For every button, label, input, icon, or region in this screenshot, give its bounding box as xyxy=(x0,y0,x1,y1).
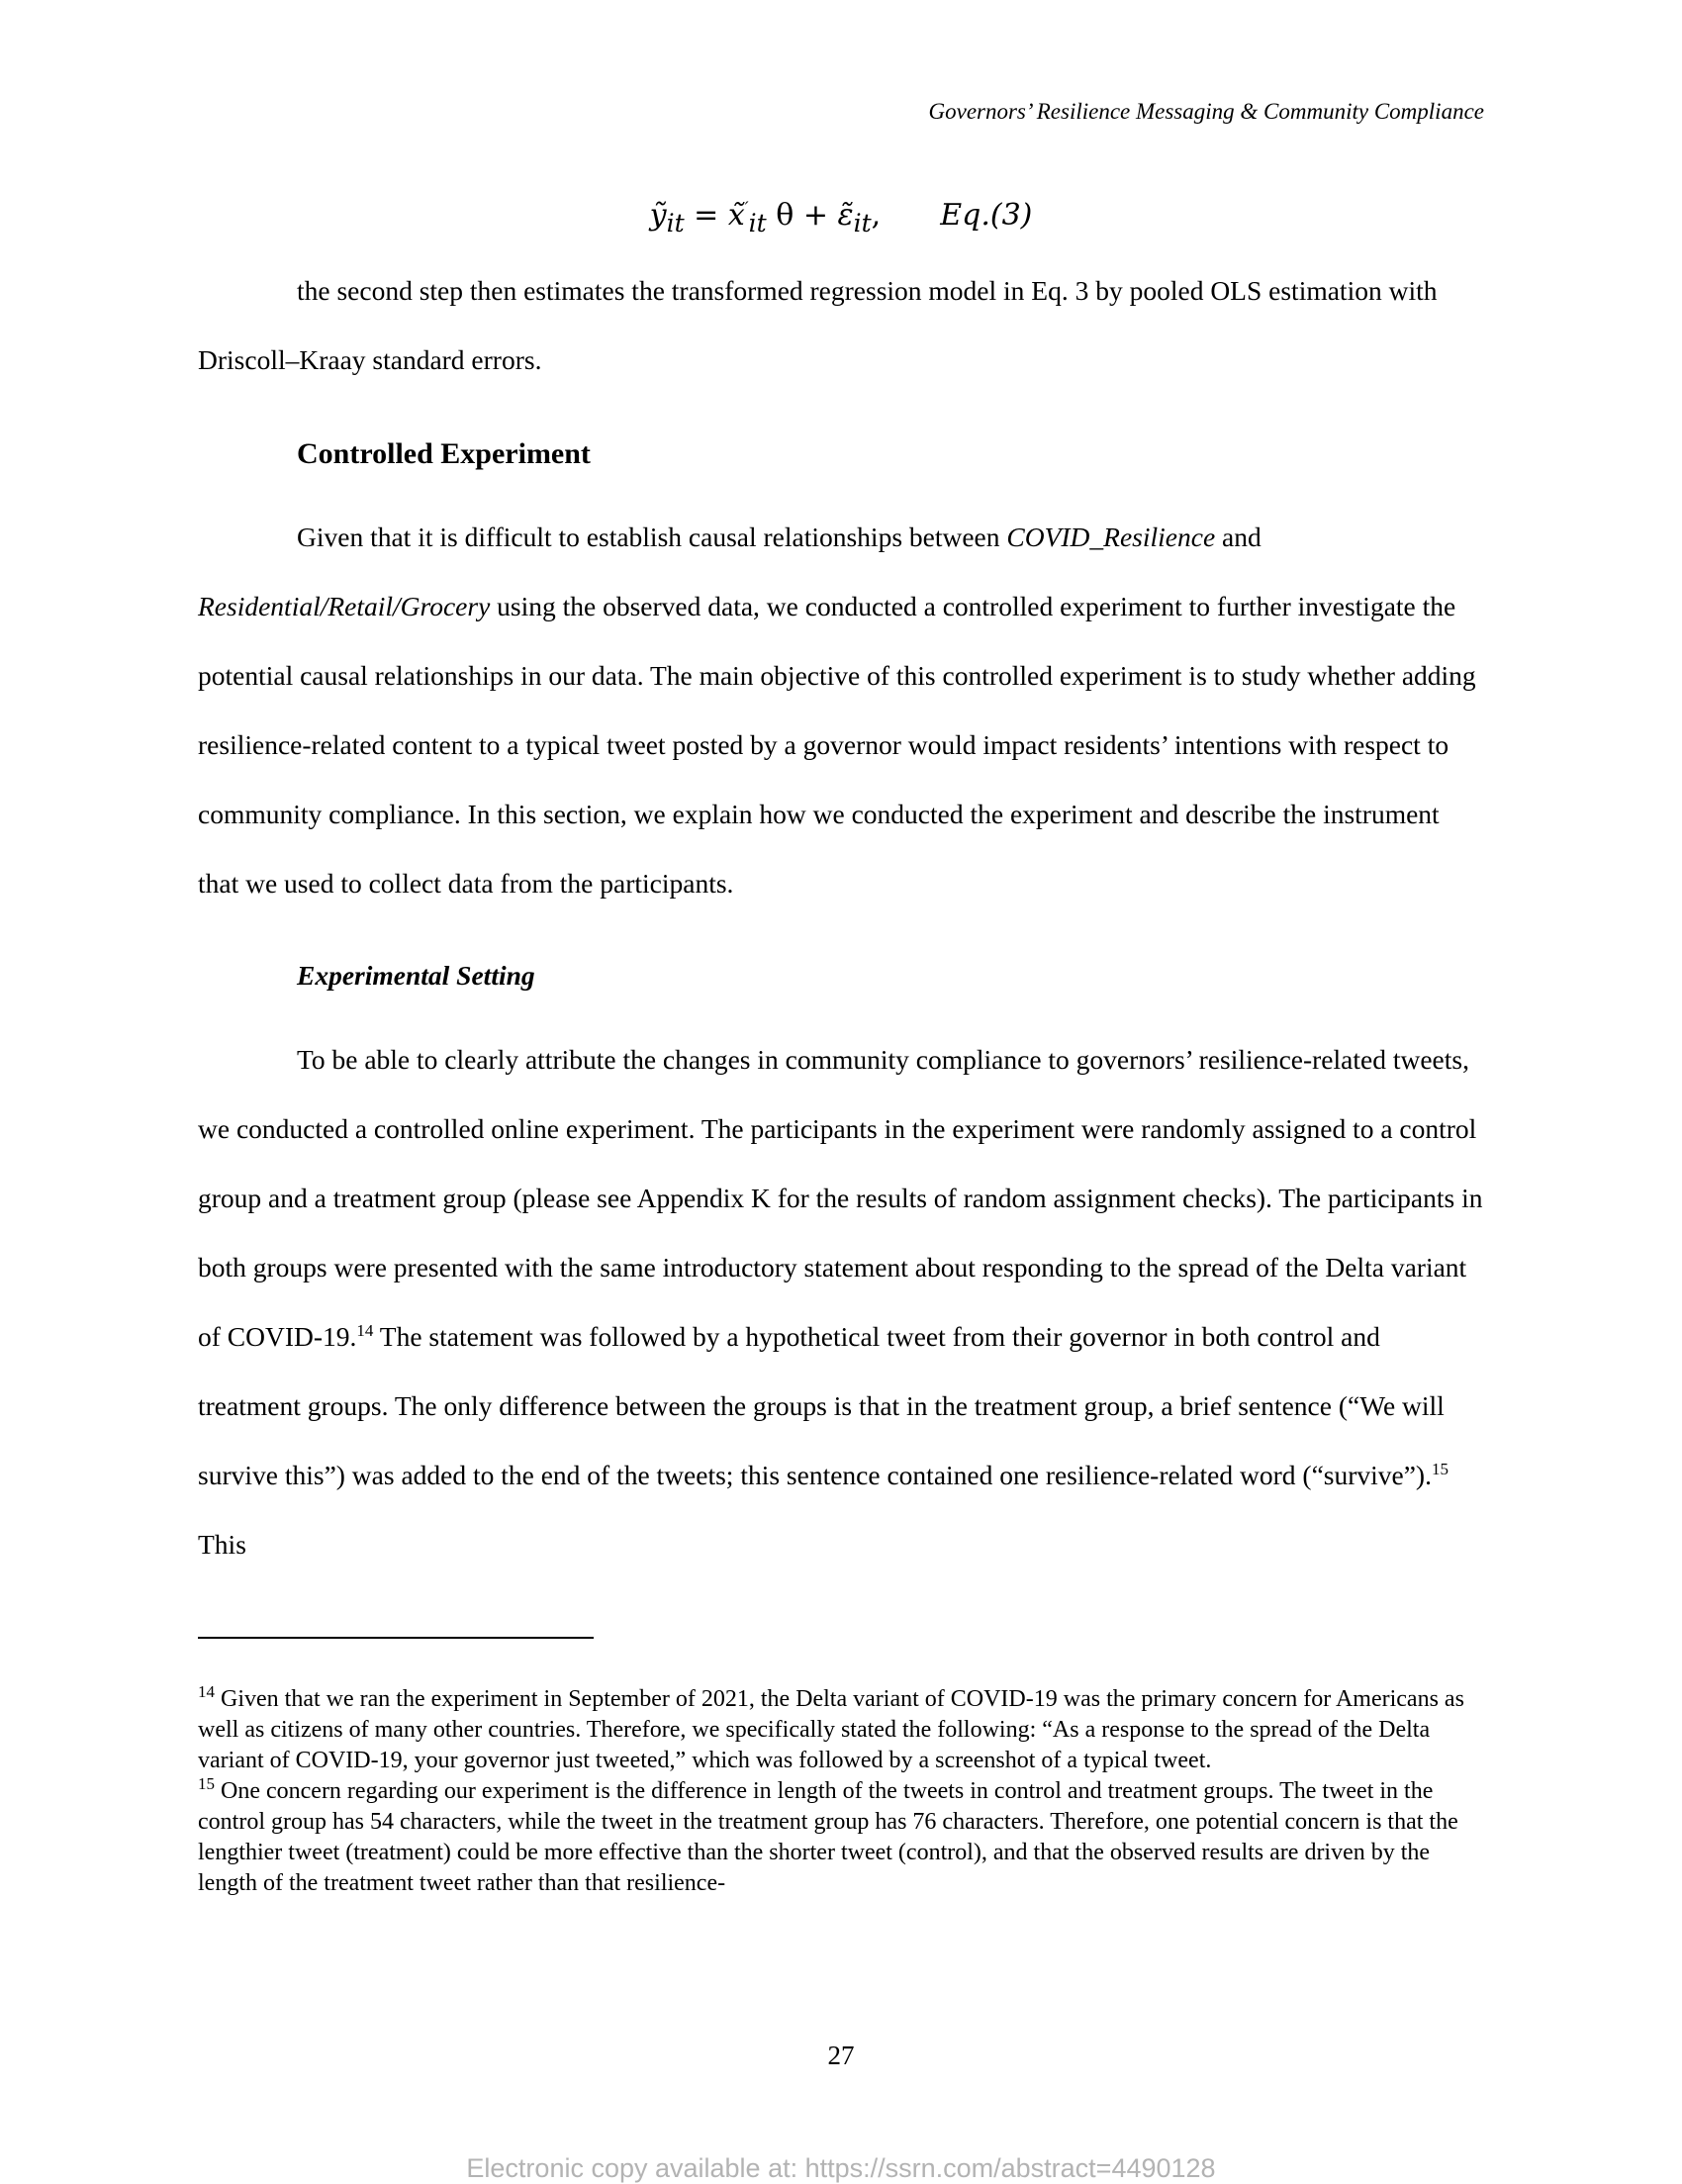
variable-residential: Residential/Retail/Grocery xyxy=(198,591,491,621)
equation-3: ỹ$_{it}$ = $x̃'_{it}$ $\theta + \varepsiloñ_{it}$, Eq.(3) xyxy=(649,198,1033,237)
electronic-copy-link[interactable]: Electronic copy available at: https://ssrn.com/abstract=4490128 xyxy=(466,2153,1216,2183)
footnotes xyxy=(198,1684,1484,1899)
section-heading: Controlled Experiment xyxy=(297,437,591,470)
intro-paragraph: the second step then estimates the transformed regression model in Eq. 3 by pooled OLS estimation with Driscoll–Kraay standard errors. xyxy=(198,275,1438,375)
variable-covid-resilience: COVID_Resilience xyxy=(1006,522,1216,552)
running-head: Governors’ Resilience Messaging & Community Compliance xyxy=(928,99,1484,124)
footnote-ref-14[interactable]: 14 xyxy=(356,1320,374,1340)
equation-label: Eq.(3) xyxy=(940,198,1033,233)
footnote-ref-15[interactable]: 15 xyxy=(1431,1459,1448,1478)
footnote-14: $^{14}$ Given that we ran the experiment in September of 2021, the Delta variant of COVID-19 was the primary concern for Americans as well as citizens of many other countries. Therefore, we specifically stated the following: “As a response to the spread of the Delta variant of COVID-19, your governor just tweeted,” which was followed by a screenshot of a typical tweet. xyxy=(198,1682,1464,1773)
page-number: 27 xyxy=(827,2041,855,2070)
equation-lhs: ỹ xyxy=(649,198,667,233)
footnote-15: $^{15}$ One concern regarding our experiment is the difference in length of the tweets in control and treatment groups. The tweet in the control group has 54 characters, while the tweet in the treatment group has 76 characters. Therefore, one potential concern is that the lengthier tweet (treatment) could be more effective than the shorter tweet (control), and that the observed results are driven by the length of the treatment tweet rather than that resilience- xyxy=(198,1774,1458,1896)
footnote-separator xyxy=(198,1637,594,1639)
section-paragraph: Given that it is difficult to establish causal relationships between COVID_Resilience and Residential/Retail/Grocery using the observed data, we conducted a controlled experiment to further investigate the potential causal relationships in our data. The main objective of this controlled experiment is to study whether adding resilience-related content to a typical tweet posted by a governor would impact residents’ intentions with respect to community compliance. In this section, we explain how we conducted the experiment and describe the instrument that we used to collect data from the participants. xyxy=(198,522,1476,899)
subsection-paragraph: To be able to clearly attribute the changes in community compliance to governors’ resilience-related tweets, we conducted a controlled online experiment. The participants in the experiment were randomly assigned to a control group and a treatment group (please see Appendix K for the results of random assignment checks). The participants in both groups were presented with the same introductory statement about responding to the spread of the Delta variant of COVID-19.14 The statement was followed by a hypothetical tweet from their governor in both control and treatment groups. The only difference between the groups is that in the treatment group, a brief sentence (“We will survive this”) was added to the end of the tweets; this sentence contained one resilience-related word (“survive”).$^{15}$ This xyxy=(198,1044,1483,1560)
subsection-heading: Experimental Setting xyxy=(297,960,535,991)
